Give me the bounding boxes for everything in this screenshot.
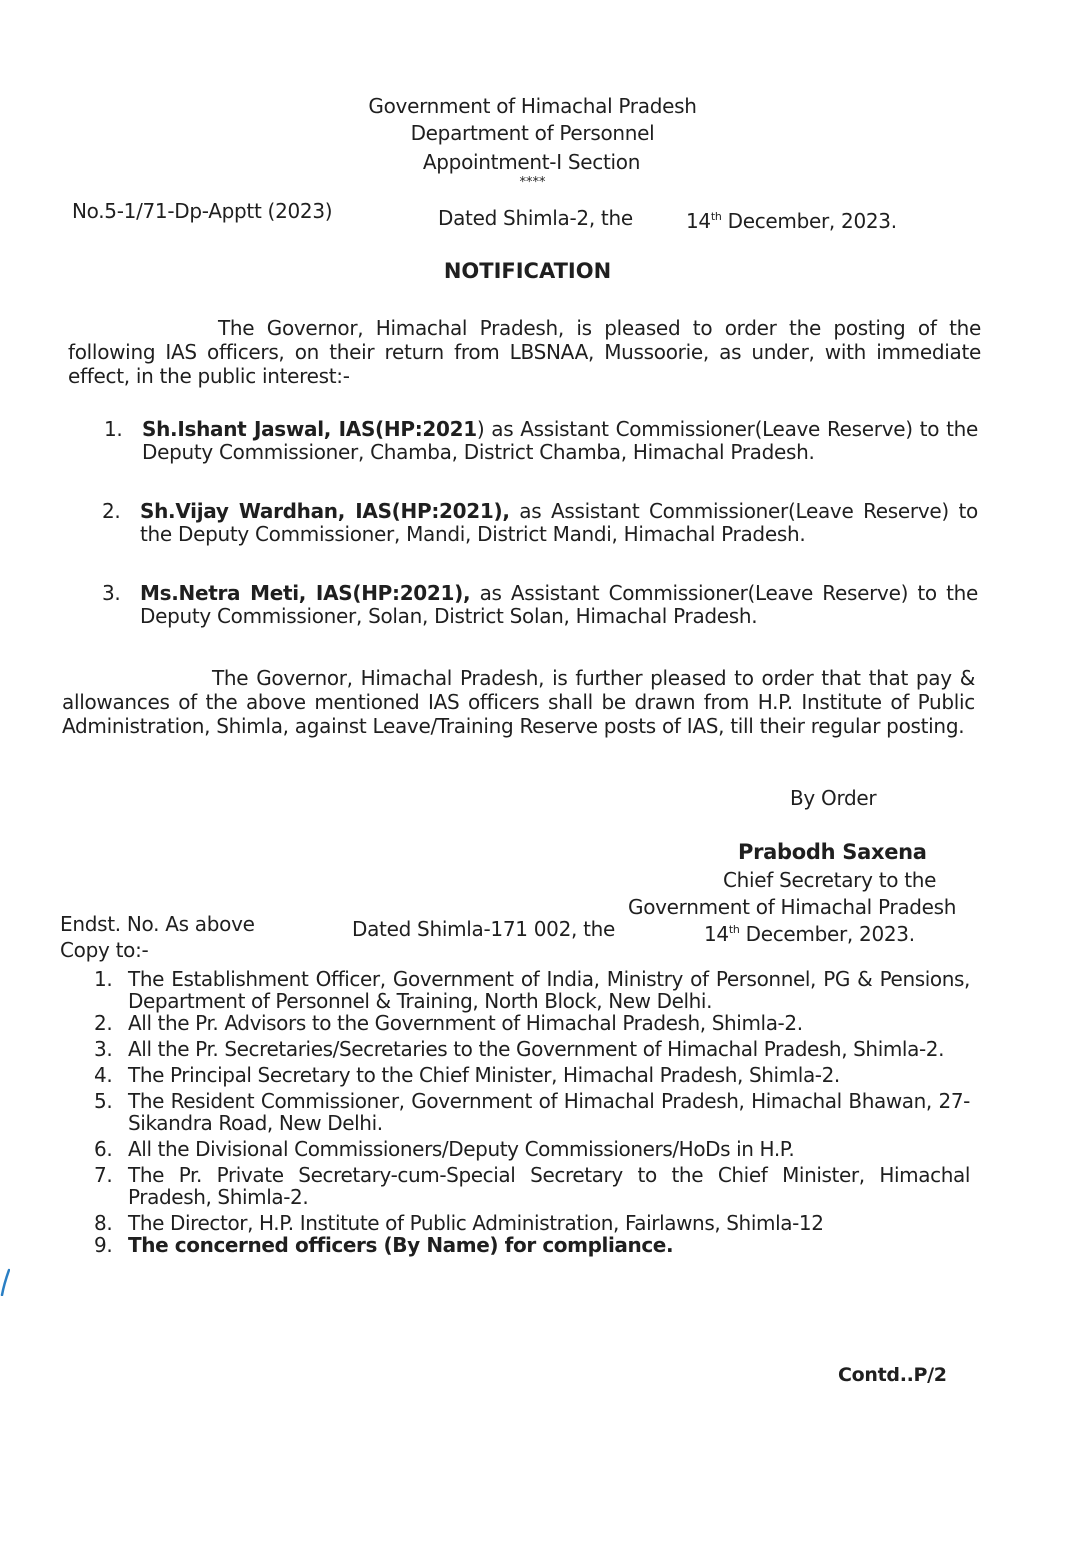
by-order: By Order: [790, 786, 877, 810]
copy-text: All the Pr. Advisors to the Government of Himachal Pradesh, Shimla-2.: [128, 1011, 803, 1035]
copy-item: [94, 1234, 970, 1256]
notification-date: [686, 209, 897, 233]
copy-list: [94, 968, 970, 1256]
pay-text: The Governor, Himachal Pradesh, is further pleased to order that that pay & allowances of the above mentioned IAS officers shall be drawn from H.P. Institute of Public Administration, Shimla, against Leave/Training Reserve posts of IAS, till their regular posting.: [62, 666, 975, 738]
posting-item: [102, 582, 978, 628]
copy-number: 6.: [94, 1137, 113, 1161]
postings-list-2: [102, 500, 978, 546]
copy-text: The Pr. Private Secretary-cum-Special Secretary to the Chief Minister, Himachal Pradesh, Shimla-2.: [128, 1163, 970, 1209]
intro-paragraph: [68, 316, 981, 388]
posting-number: 2.: [102, 499, 121, 523]
date-rest: December, 2023.: [721, 209, 897, 233]
reference-number: No.5-1/71-Dp-Apptt (2023): [72, 199, 333, 223]
copy-to-label: Copy to:-: [60, 938, 149, 962]
endorsement-date: [704, 922, 915, 946]
copy-text: The Resident Commissioner, Government of Himachal Pradesh, Himachal Bhawan, 27-Sikandra Road, New Delhi.: [128, 1089, 970, 1135]
copy-item: [94, 1064, 970, 1086]
copy-item: [94, 1138, 970, 1160]
signatory-name: Prabodh Saxena: [738, 840, 927, 864]
date-suffix: th: [710, 210, 722, 223]
signatory-designation-2: Government of Himachal Pradesh: [628, 895, 957, 919]
posting-text: as Assistant Commissioner(Leave Reserve) to the Deputy Commissioner, Chamba, District Chamba, Himachal Pradesh.: [142, 417, 979, 464]
copy-text: The Principal Secretary to the Chief Minister, Himachal Pradesh, Shimla-2.: [128, 1063, 840, 1087]
ink-tick-mark-icon: [0, 1268, 10, 1296]
copy-item: [94, 1164, 970, 1208]
posting-item: [102, 500, 978, 546]
officer-tail: ): [476, 417, 485, 441]
copy-item: [94, 968, 970, 1012]
pay-paragraph: [62, 666, 975, 738]
officer-name: Sh.Vijay Wardhan, IAS(HP:2021),: [140, 499, 510, 523]
copy-text: All the Pr. Secretaries/Secretaries to the Government of Himachal Pradesh, Shimla-2.: [128, 1037, 945, 1061]
signatory-designation-1: Chief Secretary to the: [723, 868, 937, 892]
copy-number: 4.: [94, 1063, 113, 1087]
copy-item: [94, 1012, 970, 1034]
copy-number: 5.: [94, 1089, 113, 1113]
copy-number: 2.: [94, 1011, 113, 1035]
continued-marker: Contd..P/2: [838, 1364, 947, 1386]
header-government: Government of Himachal Pradesh: [368, 94, 697, 118]
date-suffix: th: [728, 923, 740, 936]
date-rest: December, 2023.: [739, 922, 915, 946]
intro-text: The Governor, Himachal Pradesh, is pleased to order the posting of the following IAS officers, on their return from LBSNAA, Mussoorie, as under, with immediate effect, in the public interest:-: [68, 316, 981, 388]
posting-text: as Assistant Commissioner(Leave Reserve) to the Deputy Commissioner, Mandi, District Mandi, Himachal Pradesh.: [140, 499, 978, 546]
copy-text: The concerned officers (By Name) for compliance.: [128, 1233, 674, 1257]
date-day: 14: [686, 209, 711, 233]
header-section: Appointment-I Section: [422, 150, 641, 174]
copy-number: 3.: [94, 1037, 113, 1061]
copy-item: [94, 1212, 970, 1234]
copy-item: [94, 1090, 970, 1134]
officer-name: Sh.Ishant Jaswal, IAS(HP:2021: [142, 417, 477, 441]
posting-text: as Assistant Commissioner(Leave Reserve) to the Deputy Commissioner, Solan, District Solan, Himachal Pradesh.: [140, 581, 979, 628]
document-title: NOTIFICATION: [443, 259, 612, 283]
copy-number: 1.: [94, 967, 113, 991]
postings-list: [104, 418, 978, 464]
endorsement-dated-label: Dated Shimla-171 002, the: [352, 917, 616, 941]
officer-name: Ms.Netra Meti, IAS(HP:2021),: [140, 581, 471, 605]
copy-number: 8.: [94, 1211, 113, 1235]
header-department: Department of Personnel: [410, 121, 655, 145]
endorsement-number: Endst. No. As above: [60, 912, 255, 936]
postings-list-3: [102, 582, 978, 628]
copy-number: 9.: [94, 1233, 113, 1257]
ink-stroke: [2, 1270, 9, 1295]
copy-text: The Establishment Officer, Government of India, Ministry of Personnel, PG & Pensions, Department of Personnel & Training, North Block, New Delhi.: [128, 967, 970, 1013]
posting-item: [104, 418, 978, 464]
copy-text: The Director, H.P. Institute of Public Administration, Fairlawns, Shimla-12: [128, 1211, 824, 1235]
date-day: 14: [704, 922, 729, 946]
copy-text: All the Divisional Commissioners/Deputy Commissioners/HoDs in H.P.: [128, 1137, 795, 1161]
dated-label: Dated Shimla-2, the: [438, 206, 633, 230]
header-separator: ****: [519, 175, 546, 190]
posting-number: 1.: [104, 417, 123, 441]
posting-number: 3.: [102, 581, 121, 605]
copy-item: [94, 1038, 970, 1060]
copy-number: 7.: [94, 1163, 113, 1187]
